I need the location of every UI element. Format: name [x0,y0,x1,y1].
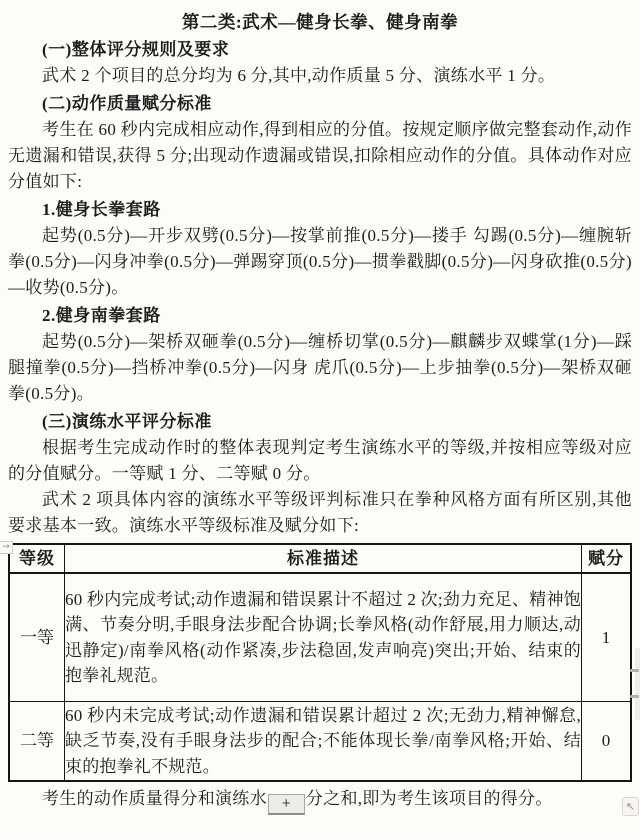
routine-2-sequence: 起势(0.5分)—架桥双砸拳(0.5分)—缠桥切掌(0.5分)—麒麟步双蝶掌(1分)—踩腿撞拳(0.5分)—挡桥冲拳(0.5分)—闪身 虎爪(0.5分)—上步抽拳(0.5分)—架桥双砸拳(0.5分)。 [8,332,632,403]
page-title: 第二类:武术—健身长拳、健身南拳 [181,12,459,32]
grading-standard-table [8,543,632,782]
closing-text-before: 考生的动作质量得分和演练水 [42,789,267,808]
grade-cell-second: 二等 [9,702,65,782]
section-3-paragraph-2: 武术 2 项具体内容的演练水平等级评判标准只在拳种风格方面有所区别,其他要求基本一致。演练水平等级标准及赋分如下: [8,490,632,535]
table-header-grade: 等级 [9,544,65,573]
closing-paragraph [8,786,632,815]
section-1-paragraph: 武术 2 个项目的总分均为 6 分,其中,动作质量 5 分、演练水平 1 分。 [42,66,556,85]
table-header-score: 赋分 [582,544,632,573]
closing-text-after: 分之和,即为考生该项目的得分。 [305,789,553,808]
section-2-paragraph: 考生在 60 秒内完成相应动作,得到相应的分值。按规定顺序做完整套动作,动作无遗漏和错误,获得 5 分;出现动作遗漏或错误,扣除相应动作的分值。具体动作对应分值如下: [8,120,632,191]
right-edge-strip [635,648,640,720]
plus-button[interactable]: + [268,794,305,815]
description-cell-first: 60 秒内完成考试;动作遗漏和错误累计不超过 2 次;劲力充足、精神饱满、节奏分明,手眼身法步配合协调;长拳风格(动作舒展,用力顺达,动迅静定)/南拳风格(动作紧凑,步法稳固,发声响亮)突出;开始、结束的抱拳礼规范。 [65,573,582,702]
routine-1-sequence: 起势(0.5分)—开步双劈(0.5分)—按掌前推(0.5分)—搂手 勾踢(0.5分)—缠腕斩拳(0.5分)—闪身冲拳(0.5分)—弹踢穿顶(0.5分)—掼拳戳脚(0.5分)—闪身砍推(0.5分)—收势(0.5分)。 [8,226,632,297]
edge-dash-mark [630,669,639,672]
table-header-description: 标准描述 [65,544,582,573]
table-row [9,702,631,782]
routine-2-heading: 2.健身南拳套路 [42,306,161,325]
description-cell-second: 60 秒内未完成考试;动作遗漏和错误累计超过 2 次;无劲力,精神懈怠,缺乏节奏,没有手眼身法步的配合;不能体现长拳/南拳风格;开始、结束的抱拳礼不规范。 [65,702,582,782]
table-header-row [9,544,631,573]
routine-1-heading: 1.健身长拳套路 [42,200,161,219]
score-cell-second: 0 [582,702,632,782]
section-1-heading: (一)整体评分规则及要求 [42,40,230,59]
grade-cell-first: 一等 [9,573,65,702]
edge-dash-mark [630,695,639,698]
section-3-heading: (三)演练水平评分标准 [42,412,212,431]
section-3-paragraph-1: 根据考生完成动作时的整体表现判定考生演练水平的等级,并按相应等级对应的分值赋分。一等赋 1 分、二等赋 0 分。 [8,438,632,483]
wrap-arrow-icon: → [0,541,13,554]
table-row [9,573,631,702]
resize-handle-icon[interactable]: ↖ [622,797,639,816]
score-cell-first: 1 [582,573,632,702]
section-2-heading: (二)动作质量赋分标准 [42,94,212,113]
